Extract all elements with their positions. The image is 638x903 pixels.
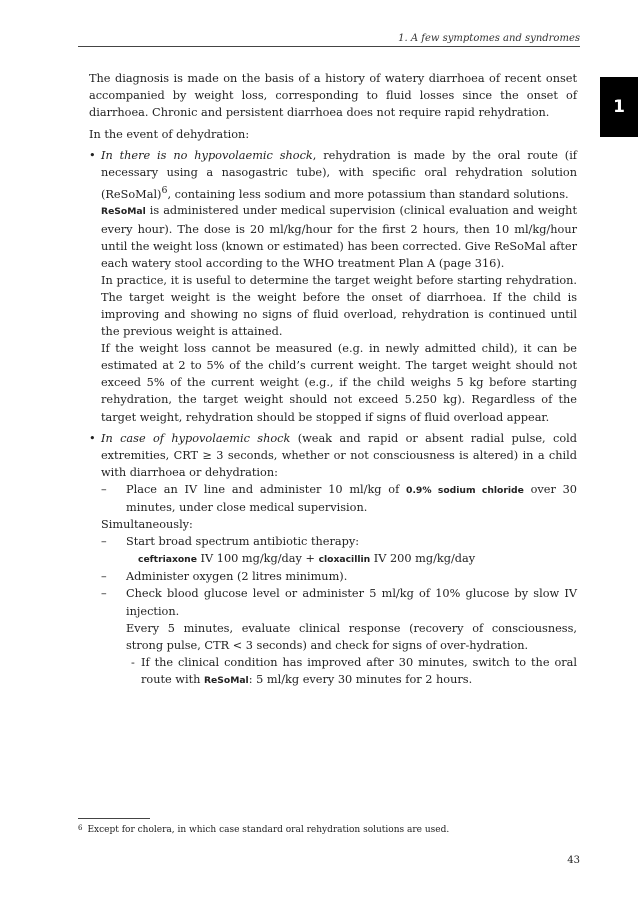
dash-item-antibiotics: [101, 533, 577, 568]
no-shock-text: , rehydration is made by the oral route (if necessary using a nasogastric tube), with specific oral rehydration solution (ReSoMal): [101, 149, 577, 201]
dash-item-iv: [101, 481, 577, 516]
antibiotics-text: Start broad spectrum antibiotic therapy:: [126, 535, 360, 549]
no-shock-paragraph: [101, 147, 577, 202]
dash-marker: –: [101, 570, 107, 584]
ceftriaxone-dose: IV 100 mg/kg/day +: [196, 552, 319, 566]
footnote-number: 6: [78, 824, 83, 832]
page-number: 43: [567, 855, 580, 866]
resomal-paragraph: [101, 202, 577, 271]
dash-marker: –: [101, 482, 107, 496]
evaluation-text: Every 5 minutes, evaluate clinical response (recovery of consciousness, strong pulse, CTR < 3 seconds) and check for signs of over-hydration.: [126, 621, 577, 652]
antibiotic-doses: [126, 550, 577, 568]
dash-item-oxygen: [101, 568, 577, 585]
page-body: [89, 70, 577, 689]
dash-marker: –: [101, 535, 107, 549]
iv-text-after: over 30 minutes, under close medical supervision.: [126, 482, 577, 515]
glucose-text: Check blood glucose level or administer 5 ml/kg of 10% glucose by slow IV injection.: [126, 587, 577, 618]
header-rule: [78, 46, 580, 47]
shock-lead: In case of hypovolaemic shock: [101, 431, 291, 445]
sub-dash-marker: -: [131, 655, 135, 669]
footnote-ref: 6: [161, 184, 168, 196]
chapter-tab: 1: [600, 77, 638, 137]
bullet-no-shock: [89, 147, 577, 425]
bullet-marker: •: [89, 149, 96, 163]
oxygen-text: Administer oxygen (2 litres minimum).: [126, 570, 348, 584]
footnote-rule: [78, 818, 150, 819]
no-shock-lead: In there is no hypovolaemic shock: [101, 149, 313, 163]
weight-loss-paragraph: If the weight loss cannot be measured (e.g. in newly admitted child), it can be estimated at 2 to 5% of the child’s current weight. The target weight should not exceed 5% of the current weight (e.g., if the child weighs 5 kg before starting rehydration, the target weight should not exceed 5.250 kg). Regardless of the target weight, rehydration should be stopped if signs of fluid overload appear.: [101, 342, 577, 424]
target-weight-paragraph: In practice, it is useful to determine the target weight before starting rehydration. The target weight is the weight before the onset of diarrhoea. If the child is improving and showing no signs of fluid overload, rehydration is continued until the previous weight is attained.: [101, 273, 577, 339]
sub-item-oral-route: [101, 654, 577, 689]
no-shock-text-after: , containing less sodium and more potassium than standard solutions.: [167, 187, 569, 201]
dash-marker: –: [101, 587, 107, 601]
footnote-text: Except for cholera, in which case standard oral rehydration solutions are used.: [87, 825, 450, 835]
resomal-text: is administered under medical supervision (clinical evaluation and weight every hour). The dose is 20 ml/kg/hour for the first 2 hours, then 10 ml/kg/hour until the weight loss (known or estimated) has been corrected. Give ReSoMal after each watery stool according to the WHO treatment Plan A (page 316).: [101, 204, 577, 270]
oral-route-text-before: If the clinical condition has improved after 30 minutes, switch to the oral route with: [141, 655, 577, 686]
drug-resomal: ReSoMal: [203, 674, 249, 686]
drug-ceftriaxone: ceftriaxone: [138, 554, 197, 566]
drug-sodium-chloride: 0.9% sodium chloride: [406, 484, 524, 496]
bullet-marker: •: [89, 431, 96, 445]
simultaneously-label: Simultaneously:: [101, 518, 193, 532]
shock-text: (weak and rapid or absent radial pulse, cold extremities, CRT ≥ 3 seconds, whether or not consciousness is altered) in a child with diarrhoea or dehydration:: [101, 431, 577, 479]
drug-resomal: ReSoMal: [101, 206, 146, 218]
iv-text-before: Place an IV line and administer 10 ml/kg of: [126, 482, 407, 496]
dehydration-intro: In the event of dehydration:: [89, 128, 250, 142]
oral-route-text-after: : 5 ml/kg every 30 minutes for 2 hours.: [248, 672, 473, 686]
shock-paragraph: [101, 430, 577, 481]
cloxacillin-dose: IV 200 mg/kg/day: [370, 552, 476, 566]
dash-item-glucose: [101, 585, 577, 653]
drug-cloxacillin: cloxacillin: [318, 554, 371, 566]
footnote: [78, 824, 449, 835]
intro-paragraph: The diagnosis is made on the basis of a history of watery diarrhoea of recent onset accompanied by weight loss, corresponding to fluid losses since the onset of diarrhoea. Chronic and persistent diarrhoea does not require rapid rehydration.: [89, 72, 577, 120]
running-header: 1. A few symptomes and syndromes: [398, 33, 580, 44]
bullet-shock: [89, 430, 577, 689]
